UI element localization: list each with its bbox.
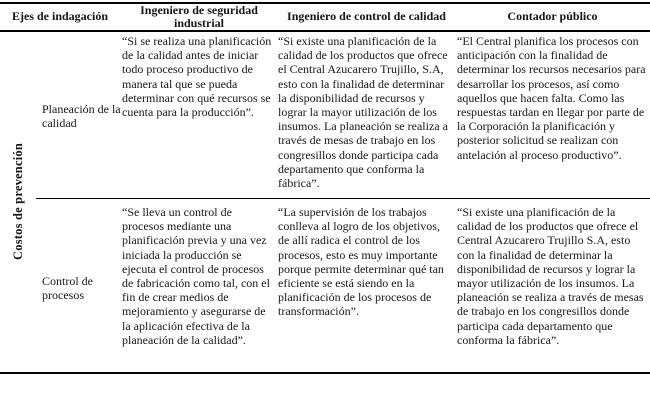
- column-header-ejes-de-indagacion: Ejes de indagación: [11, 9, 108, 23]
- column-header-contador-publico: Contador público: [507, 9, 598, 23]
- cell-planeacion-ingeniero-control: “Si existe una planificación de la calidad de los productos que ofrece el Central Azucarero Trujillo, S.A, esto con la finalidad de determinar la disponibilidad de recursos y lograr la mayor utilización de los insumos. La planeación se realiza a través de mesas de trabajo en los congresillos donde participa cada departamento que conforma la fábrica”.: [278, 34, 448, 191]
- cell-control-ingeniero-seguridad: “Se lleva un control de procesos mediante una planificación previa y una vez iniciada la producción se ejecuta el control de procesos de fabricación como tal, con el fin de crear medios de mejoramiento y asegurarse de la aplicación efectiva de la planeación de la calidad”.: [122, 205, 270, 347]
- column-header-ingeniero-seguridad-industrial: Ingeniero de seguridad industrial: [140, 2, 258, 30]
- cell-planeacion-ingeniero-seguridad: “Si se realiza una planificación de la calidad antes de iniciar todo proceso productivo de manera tal que se pueda determinar con qué recursos se cuenta para la producción”.: [122, 34, 272, 120]
- cell-planeacion-contador: “El Central planifica los procesos con anticipación con la finalidad de determinar los recursos necesarios para desarrollar los procesos, así como aquellos que hacen falta. Como las respuestas tardan en llegar por parte de la Corporación la planificación y posterior solicitud se realizan con antelación al proceso productivo”.: [457, 34, 646, 162]
- column-header-ingeniero-control-calidad: Ingeniero de control de calidad: [287, 9, 446, 23]
- header-bottom-rule: [0, 30, 650, 32]
- row-label-control-de-procesos: [42, 204, 122, 372]
- row-group-label-costos-de-prevencion: [0, 31, 36, 372]
- cell-control-ingeniero-control: “La supervisión de los trabajos conlleva al logro de los objetivos, de allí radica el control de los procesos, esto es muy importante porque permite determinar qué tan eficiente se está siendo en la planificación de los procesos de transformación”.: [278, 205, 444, 319]
- row-divider-rule: [36, 198, 650, 199]
- row-label-planeacion-de-la-calidad: [42, 33, 122, 198]
- row-label-text: Planeación de la calidad: [42, 101, 121, 130]
- row-group-label-text: Costos de prevención: [10, 143, 25, 260]
- table-bottom-rule: [0, 372, 650, 374]
- cell-control-contador: “Si existe una planificación de la calidad de los productos que ofrece el Central Azucarero Trujillo S.A, esto con la finalidad de determinar la disponibilidad de recursos y lograr la mayor utilización de los insumos. La planeación se realiza a través de mesas de trabajo en los congresillos donde participa cada departamento que conforma la fábrica”.: [457, 205, 644, 347]
- row-label-text: Control de procesos: [42, 274, 93, 302]
